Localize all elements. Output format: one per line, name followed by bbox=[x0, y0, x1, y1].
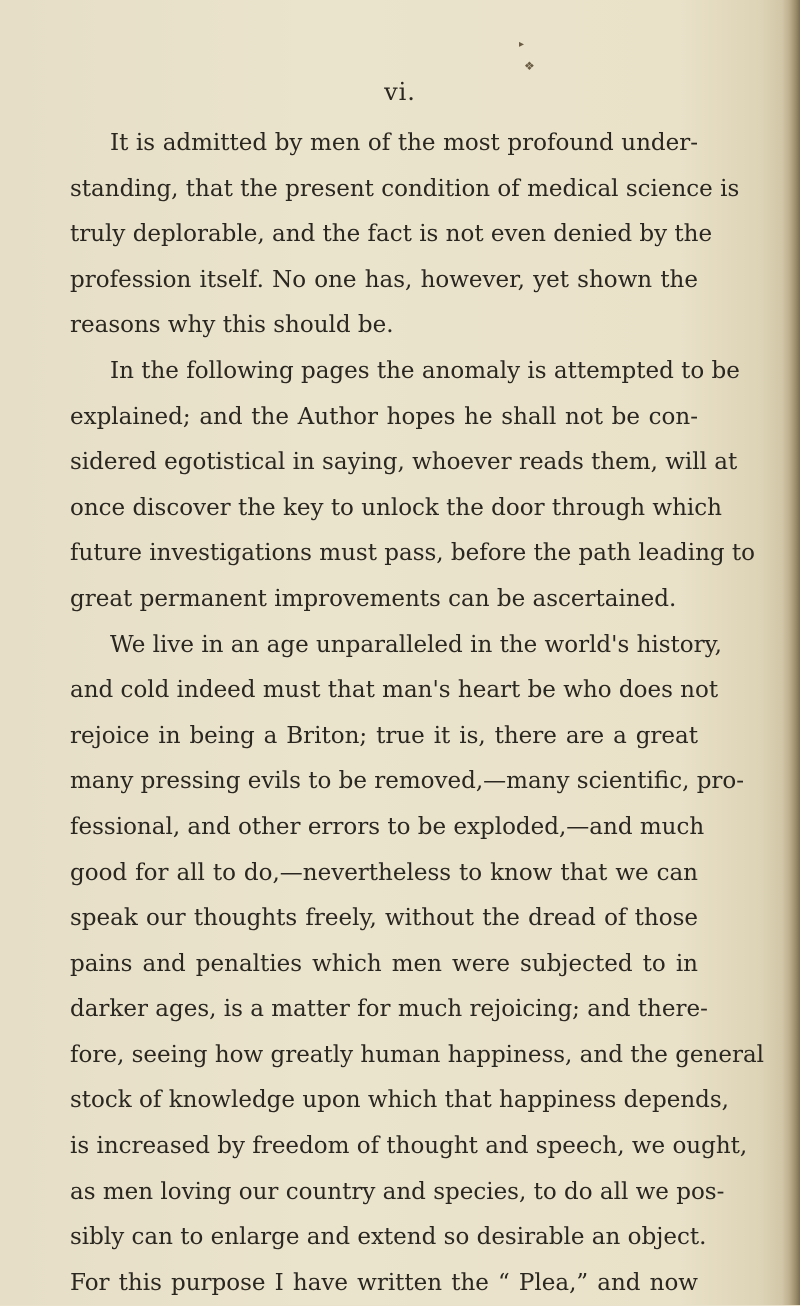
text-line: profession itself. No one has, however, yet shown the bbox=[70, 266, 698, 293]
page-number: vi. bbox=[384, 78, 416, 106]
text-line: We live in an age unparalleled in the world's history, bbox=[110, 631, 722, 658]
text-line: pains and penalties which men were subjected to in bbox=[70, 950, 698, 977]
text-line: standing, that the present condition of medical science is bbox=[70, 175, 740, 202]
printer-ornament: ❖ bbox=[524, 59, 535, 73]
text-line: good for all to do,—nevertheless to know that we can bbox=[70, 859, 698, 886]
text-line: once discover the key to unlock the door through which bbox=[70, 494, 722, 521]
text-line: many pressing evils to be removed,—many scientific, pro- bbox=[70, 768, 745, 795]
text-line: truly deplorable, and the fact is not even denied by the bbox=[70, 221, 713, 248]
text-line: great permanent improvements can be ascertained. bbox=[70, 585, 677, 612]
text-line: explained; and the Author hopes he shall not be con- bbox=[70, 403, 698, 430]
body-text bbox=[70, 121, 765, 1306]
text-line: fore, seeing how greatly human happiness, and the general bbox=[70, 1041, 765, 1068]
text-line: darker ages, is a matter for much rejoicing; and there- bbox=[70, 996, 708, 1023]
text-line: rejoice in being a Briton; true it is, there are a great bbox=[70, 722, 698, 749]
page-edge-shadow bbox=[782, 0, 800, 1305]
text-line: as men loving our country and species, to do all we pos- bbox=[70, 1178, 725, 1205]
text-line: sibly can to enlarge and extend so desirable an object. bbox=[70, 1224, 707, 1251]
text-line: is increased by freedom of thought and speech, we ought, bbox=[70, 1133, 748, 1160]
text-line: For this purpose I have written the “ Plea,” and now bbox=[70, 1269, 698, 1296]
text-line: and cold indeed must that man's heart be who does not bbox=[70, 677, 719, 704]
text-line: speak our thoughts freely, without the dread of those bbox=[70, 905, 698, 932]
text-line: future investigations must pass, before the path leading to bbox=[70, 540, 756, 567]
text-line: sidered egotistical in saying, whoever reads them, will at bbox=[70, 449, 738, 476]
text-line: It is admitted by men of the most profound under- bbox=[110, 130, 698, 156]
text-line: stock of knowledge upon which that happiness depends, bbox=[70, 1087, 729, 1114]
printer-mark: ▸ bbox=[519, 39, 525, 50]
text-line: fessional, and other errors to be exploded,—and much bbox=[70, 813, 705, 840]
text-line: In the following pages the anomaly is attempted to be bbox=[110, 357, 740, 384]
text-line: reasons why this should be. bbox=[70, 312, 394, 339]
